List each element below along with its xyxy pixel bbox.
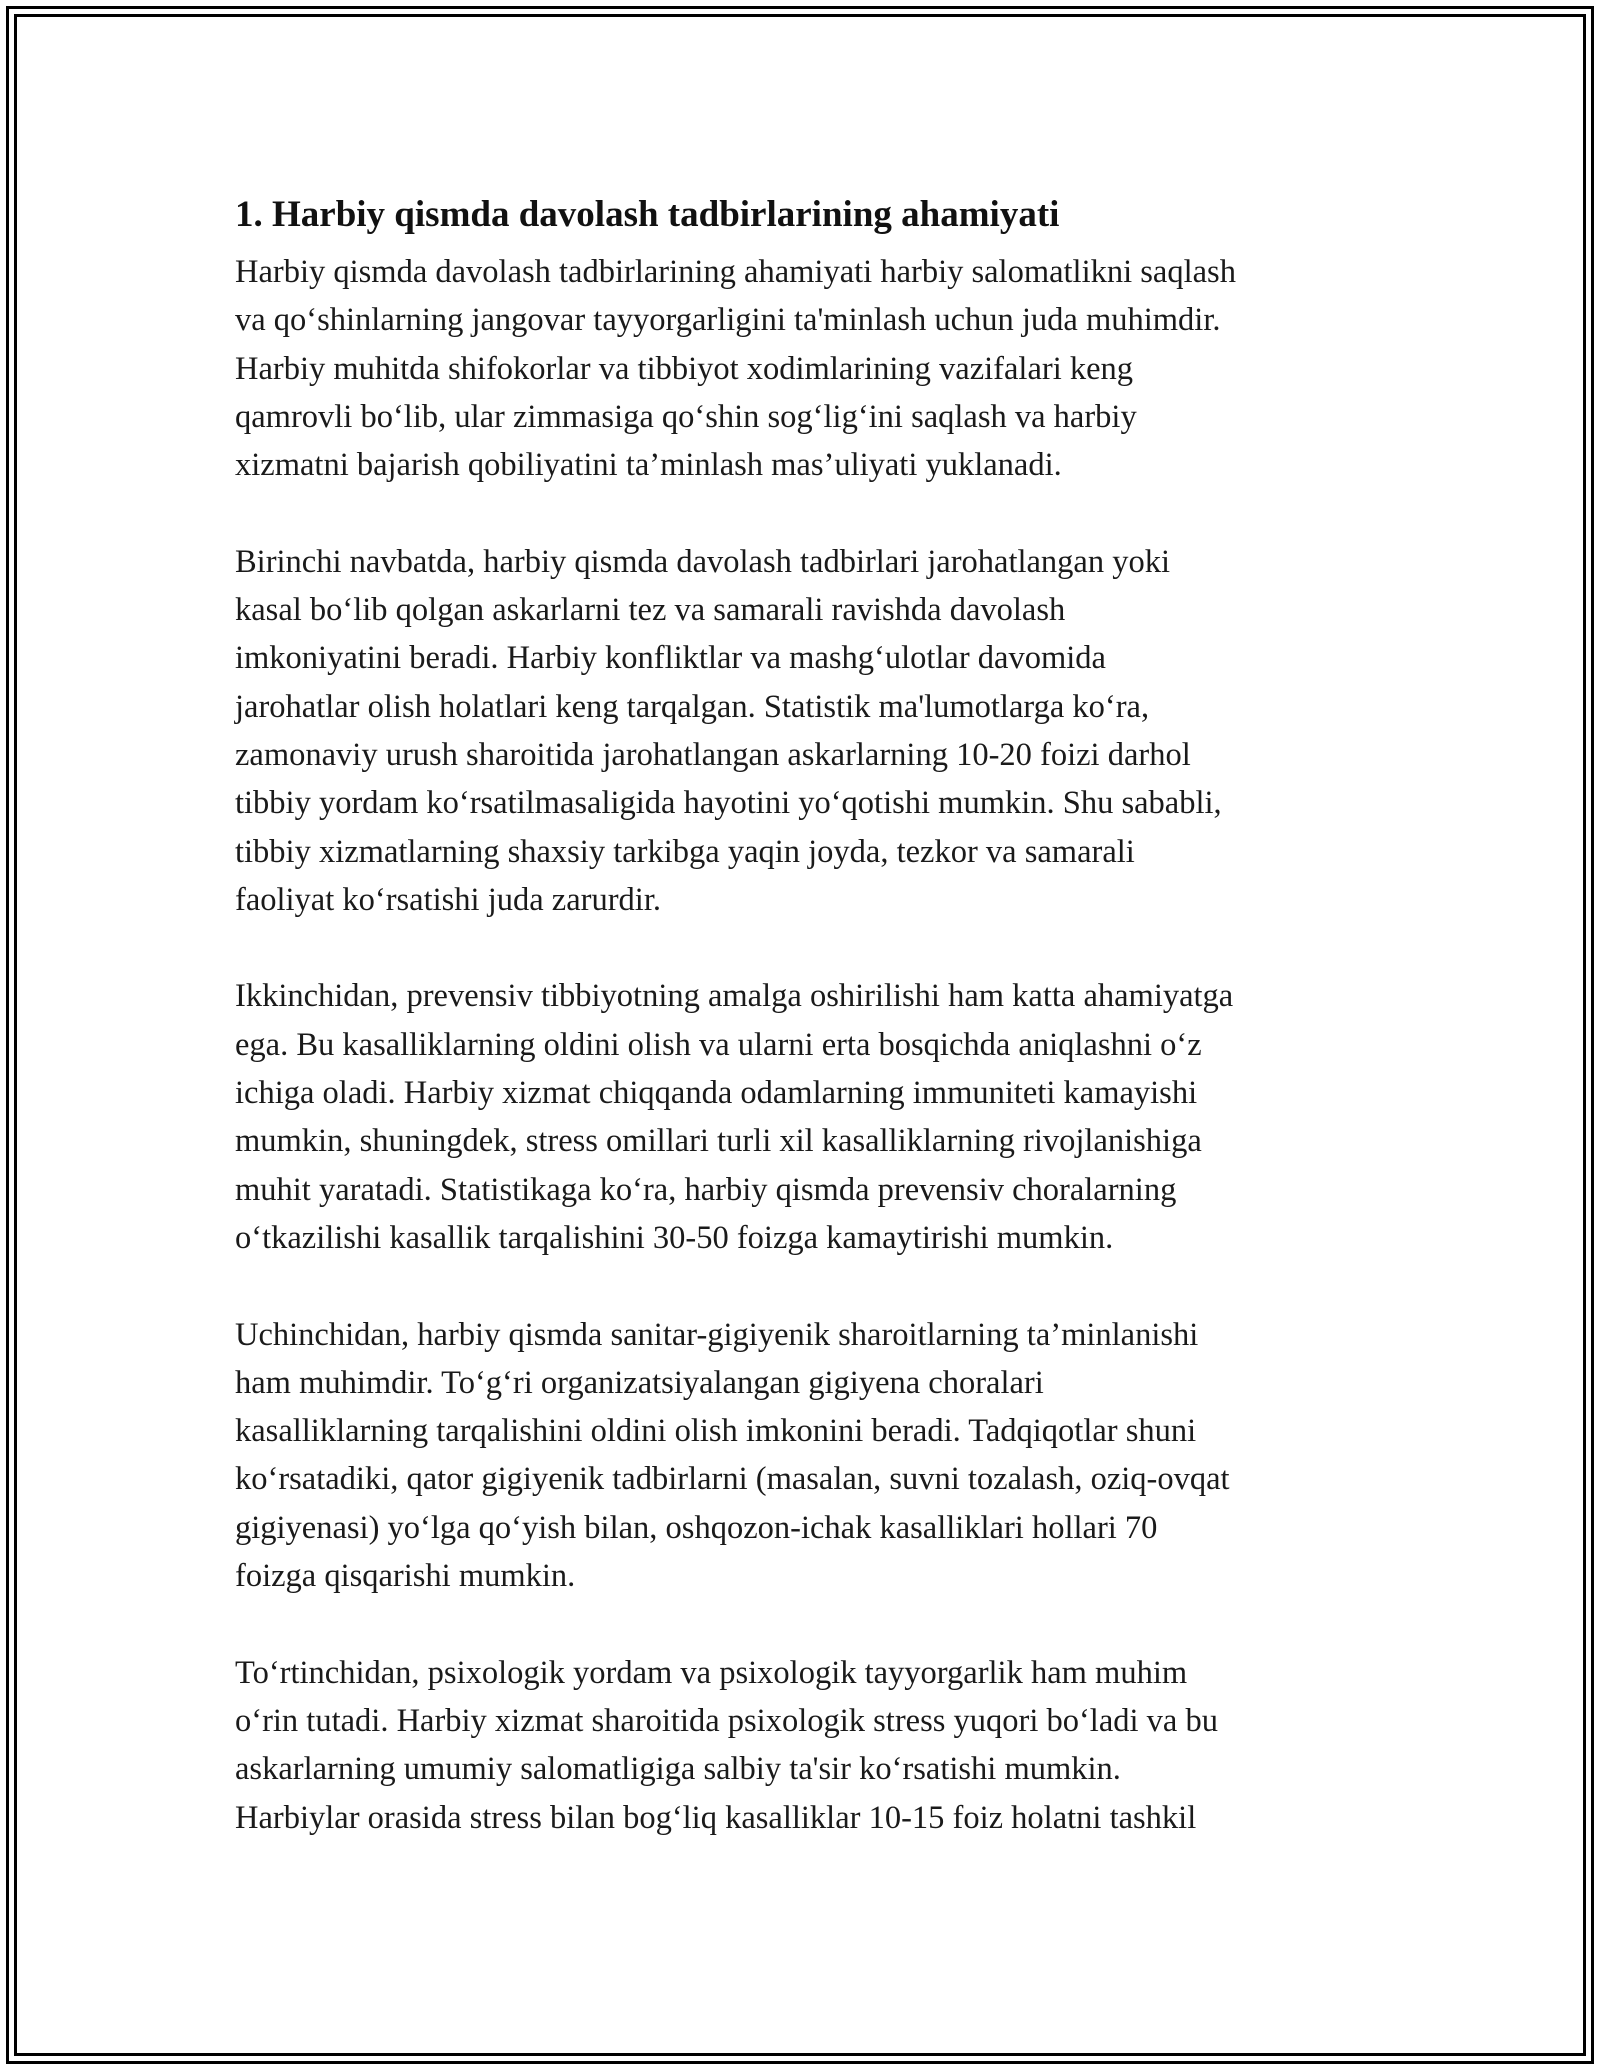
text-line: foizga qisqarishi mumkin. <box>235 1558 576 1595</box>
text-line: qamrovli bo‘lib, ular zimmasiga qo‘shin sog‘lig‘ini saqlash va harbiy <box>235 398 1137 435</box>
text-line: kasal bo‘lib qolgan askarlarni tez va samarali ravishda davolash <box>235 592 1066 629</box>
section-heading: 1. Harbiy qismda davolash tadbirlarining ahamiyati <box>235 194 1060 235</box>
text-line: Ikkinchidan, prevensiv tibbiyotning amalga oshirilishi ham katta ahamiyatga <box>235 978 1234 1015</box>
text-line: tibbiy xizmatlarning shaxsiy tarkibga yaqin joyda, tezkor va samarali <box>235 833 1135 870</box>
paragraph-first <box>235 538 1365 924</box>
text-line: tibbiy yordam ko‘rsatilmasaligida hayotini yo‘qotishi mumkin. Shu sababli, <box>235 785 1222 822</box>
paragraph-importance <box>235 248 1365 489</box>
text-line: imkoniyatini beradi. Harbiy konfliktlar va mashg‘ulotlar davomida <box>235 640 1106 677</box>
text-line: gigiyenasi) yo‘lga qo‘yish bilan, oshqozon-ichak kasalliklari hollari 70 <box>235 1509 1158 1546</box>
text-line: ham muhimdir. To‘g‘ri organizatsiyalangan gigiyena choralari <box>235 1364 1044 1401</box>
text-line: va qo‘shinlarning jangovar tayyorgarligini ta'minlash uchun juda muhimdir. <box>235 302 1221 339</box>
text-line: Harbiy muhitda shifokorlar va tibbiyot xodimlarining vazifalari keng <box>235 350 1134 387</box>
text-line: ko‘rsatadiki, qator gigiyenik tadbirlarni (masalan, suvni tozalash, oziq-ovqat <box>235 1461 1230 1498</box>
text-line: askarlarning umumiy salomatligiga salbiy ta'sir ko‘rsatishi mumkin. <box>235 1751 1121 1788</box>
document-body <box>235 186 1365 1890</box>
text-line: jarohatlar olish holatlari keng tarqalgan. Statistik ma'lumotlarga ko‘ra, <box>235 688 1150 725</box>
text-line: Harbiylar orasida stress bilan bog‘liq kasalliklar 10-15 foiz holatni tashkil <box>235 1799 1197 1836</box>
text-line: To‘rtinchidan, psixologik yordam va psixologik tayyorgarlik ham muhim <box>235 1654 1188 1691</box>
text-line: muhit yaratadi. Statistikaga ko‘ra, harbiy qismda prevensiv choralarning <box>235 1171 1177 1208</box>
paragraph-second <box>235 972 1365 1262</box>
text-line: mumkin, shuningdek, stress omillari turli xil kasalliklarning rivojlanishiga <box>235 1123 1202 1160</box>
text-line: Birinchi navbatda, harbiy qismda davolash tadbirlari jarohatlangan yoki <box>235 543 1171 580</box>
text-line: zamonaviy urush sharoitida jarohatlangan askarlarning 10-20 foizi darhol <box>235 736 1191 773</box>
text-line: kasalliklarning tarqalishini oldini olish imkonini beradi. Tadqiqotlar shuni <box>235 1413 1197 1450</box>
text-line: xizmatni bajarish qobiliyatini ta’minlash mas’uliyati yuklanadi. <box>235 447 1062 484</box>
text-line: o‘rin tutadi. Harbiy xizmat sharoitida psixologik stress yuqori bo‘ladi va bu <box>235 1702 1218 1739</box>
paragraph-third <box>235 1311 1365 1601</box>
text-line: faoliyat ko‘rsatishi juda zarurdir. <box>235 881 661 918</box>
text-line: o‘tkazilishi kasallik tarqalishini 30-50 foizga kamaytirishi mumkin. <box>235 1219 1114 1256</box>
text-line: Harbiy qismda davolash tadbirlarining ahamiyati harbiy salomatlikni saqlash <box>235 254 1236 290</box>
paragraph-fourth <box>235 1649 1365 1842</box>
text-line: ichiga oladi. Harbiy xizmat chiqqanda odamlarning immuniteti kamayishi <box>235 1075 1198 1112</box>
text-line: Uchinchidan, harbiy qismda sanitar-gigiyenik sharoitlarning ta’minlanishi <box>235 1316 1199 1353</box>
text-line: ega. Bu kasalliklarning oldini olish va ularni erta bosqichda aniqlashni o‘z <box>235 1026 1202 1063</box>
